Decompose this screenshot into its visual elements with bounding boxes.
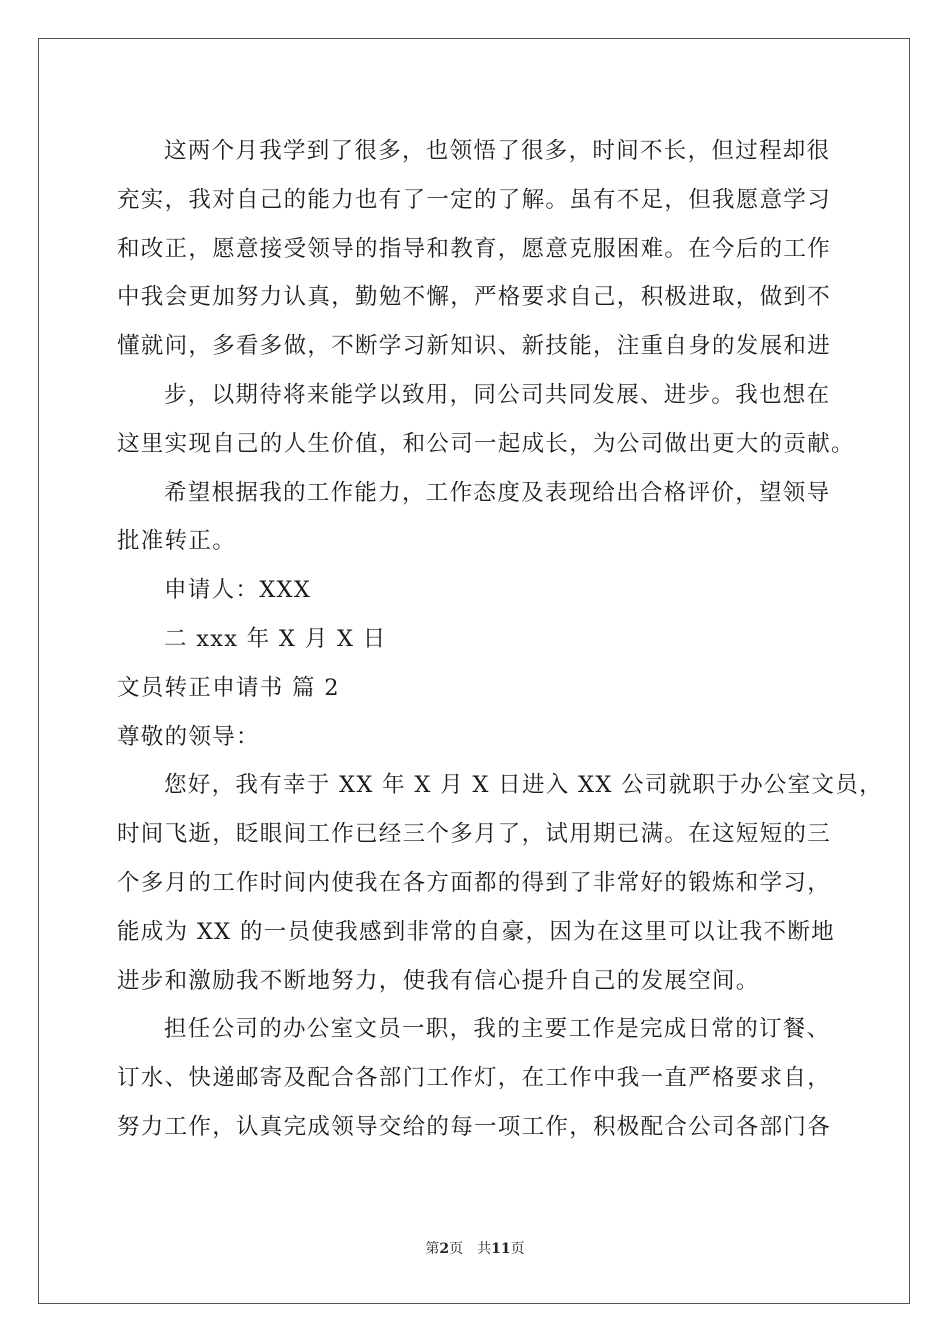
text-line: 希望根据我的工作能力，工作态度及表现给出合格评价，望领导 (164, 479, 831, 506)
text-line: 批准转正。 (117, 528, 237, 555)
footer-suffix: 页 (510, 1241, 525, 1257)
total-page-number: 11 (491, 1241, 511, 1257)
footer-prefix: 第 (425, 1241, 440, 1257)
salutation: 尊敬的领导： (117, 723, 260, 750)
text-line: 这里实现自己的人生价值，和公司一起成长，为公司做出更大的贡献。 (117, 430, 855, 457)
date-line: 二 xxx 年 X 月 X 日 (164, 625, 387, 652)
text-line: 懂就问，多看多做，不断学习新知识、新技能，注重自身的发展和进 (117, 333, 832, 360)
current-page-number: 2 (439, 1241, 450, 1257)
text-line: 这两个月我学到了很多，也领悟了很多，时间不长，但过程却很 (164, 138, 831, 164)
text-line: 个多月的工作时间内使我在各方面都的得到了非常好的锻炼和学习， (117, 869, 832, 896)
document-body (117, 127, 883, 1152)
text-line: 中我会更加努力认真，勤勉不懈，严格要求自己，积极进取，做到不 (117, 284, 832, 311)
text-line: 能成为 XX 的一员使我感到非常的自豪，因为在这里可以让我不断地 (117, 918, 835, 945)
section-heading: 文员转正申请书 篇 2 (117, 674, 340, 701)
footer-mid: 页 共 (449, 1241, 492, 1257)
text-line: 和改正，愿意接受领导的指导和教育，愿意克服困难。在今后的工作 (117, 235, 832, 262)
text-line: 努力工作，认真完成领导交给的每一项工作，积极配合公司各部门各 (117, 1113, 832, 1140)
text-line: 步，以期待将来能学以致用，同公司共同发展、进步。我也想在 (164, 381, 831, 408)
applicant-line: 申请人：XXX (164, 577, 312, 604)
text-line: 进步和激励我不断地努力，使我有信心提升自己的发展空间。 (117, 967, 760, 994)
text-line: 担任公司的办公室文员一职，我的主要工作是完成日常的订餐、 (164, 1016, 831, 1043)
page-footer (0, 1238, 950, 1258)
text-line: 充实，我对自己的能力也有了一定的了解。虽有不足，但我愿意学习 (117, 186, 832, 213)
text-line: 订水、快递邮寄及配合各部门工作灯，在工作中我一直严格要求自， (117, 1065, 832, 1092)
text-line: 时间飞逝，眨眼间工作已经三个多月了，试用期已满。在这短短的三 (117, 821, 832, 848)
text-line: 您好，我有幸于 XX 年 X 月 X 日进入 XX 公司就职于办公室文员， (164, 772, 883, 799)
